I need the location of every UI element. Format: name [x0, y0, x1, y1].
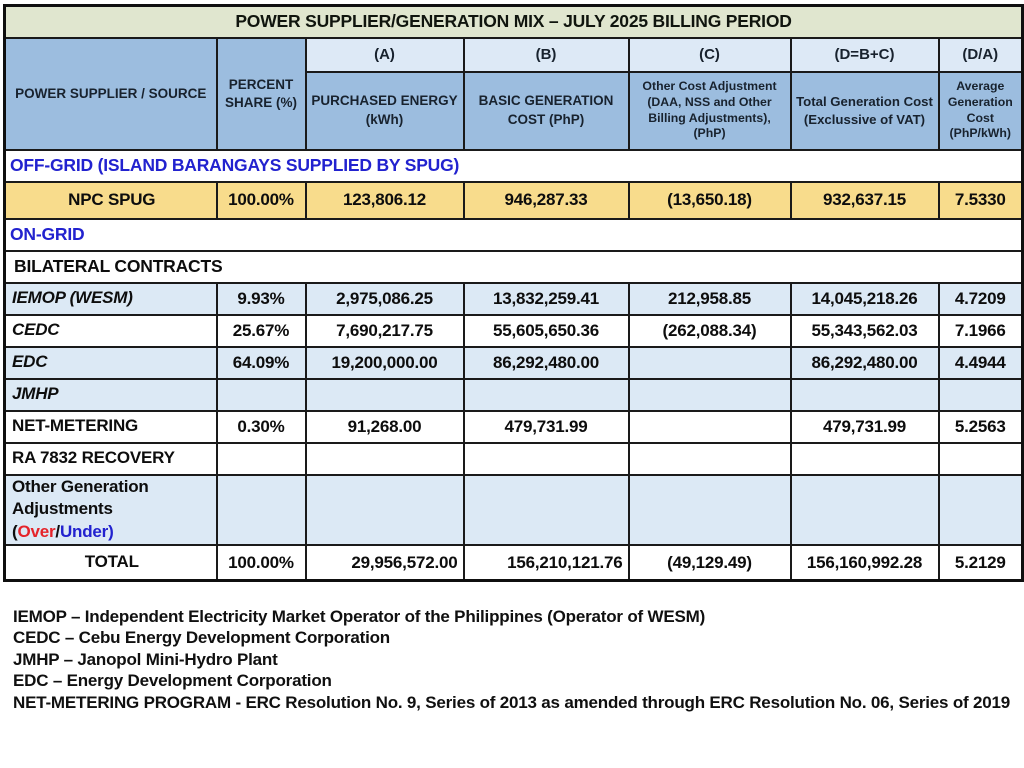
table-row: [5, 379, 1023, 411]
value-cell: [791, 475, 939, 546]
table-row: [5, 182, 1023, 219]
value-cell: 4.4944: [939, 347, 1023, 379]
col-letter-da: (D/A): [939, 38, 1023, 72]
value-cell: [629, 443, 791, 475]
col-header-total-generation: Total Generation Cost (Exclussive of VAT): [791, 72, 939, 150]
value-cell: 5.2563: [939, 411, 1023, 443]
value-cell: 29,956,572.00: [306, 545, 464, 580]
col-letter-a: (A): [306, 38, 464, 72]
footnotes: [13, 606, 1024, 714]
table-row: [5, 315, 1023, 347]
table-row: [5, 475, 1023, 546]
value-cell: 2,975,086.25: [306, 283, 464, 315]
col-letter-d: (D=B+C): [791, 38, 939, 72]
value-cell: 4.7209: [939, 283, 1023, 315]
col-letter-b: (B): [464, 38, 629, 72]
value-cell: 7.1966: [939, 315, 1023, 347]
row-label: JMHP: [5, 379, 217, 411]
value-cell: 212,958.85: [629, 283, 791, 315]
value-cell: 5.2129: [939, 545, 1023, 580]
value-cell: (262,088.34): [629, 315, 791, 347]
section-header: ON-GRID: [5, 219, 1023, 251]
table-row: [5, 251, 1023, 283]
row-label: [5, 475, 217, 546]
row-label-segment: Over: [17, 522, 56, 542]
row-label: IEMOP (WESM): [5, 283, 217, 315]
value-cell: [629, 475, 791, 546]
row-label-segment: /: [55, 522, 60, 542]
row-label-segment: (: [12, 522, 18, 542]
footnote-jmhp: JMHP – Janopol Mini-Hydro Plant: [13, 649, 278, 669]
section-header: OFF-GRID (ISLAND BARANGAYS SUPPLIED BY SPUG): [5, 150, 1023, 182]
header-letter-row: [5, 38, 1023, 72]
value-cell: [306, 379, 464, 411]
value-cell: [629, 379, 791, 411]
table-row: [5, 347, 1023, 379]
table-row: [5, 283, 1023, 315]
footnote-iemop: IEMOP – Independent Electricity Market Operator of the Philippines (Operator of WESM): [13, 606, 706, 626]
row-label: CEDC: [5, 315, 217, 347]
table-row: [5, 150, 1023, 182]
value-cell: [939, 475, 1023, 546]
table-row: [5, 219, 1023, 251]
value-cell: 55,343,562.03: [791, 315, 939, 347]
value-cell: [791, 379, 939, 411]
generation-mix-table: [3, 4, 1024, 582]
value-cell: [939, 443, 1023, 475]
value-cell: 19,200,000.00: [306, 347, 464, 379]
value-cell: 100.00%: [217, 545, 306, 580]
footnote-cedc: CEDC – Cebu Energy Development Corporation: [13, 628, 390, 648]
value-cell: [939, 379, 1023, 411]
report-title: POWER SUPPLIER/GENERATION MIX – JULY 2025 BILLING PERIOD: [5, 6, 1023, 38]
table-row: [5, 443, 1023, 475]
value-cell: [217, 443, 306, 475]
value-cell: [464, 379, 629, 411]
table-body: [5, 150, 1023, 581]
col-header-percent-share: PERCENT SHARE (%): [217, 38, 306, 150]
value-cell: 0.30%: [217, 411, 306, 443]
value-cell: 86,292,480.00: [791, 347, 939, 379]
table-row: [5, 411, 1023, 443]
footnote-net-metering: NET-METERING PROGRAM - ERC Resolution No. 9, Series of 2013 as amended through ERC Resolution No. 06, Series of 2019: [13, 692, 1010, 712]
value-cell: [629, 411, 791, 443]
row-label-segment: Other Generation Adjustments: [12, 476, 149, 519]
value-cell: 7.5330: [939, 182, 1023, 219]
col-header-source: POWER SUPPLIER / SOURCE: [5, 38, 217, 150]
value-cell: 7,690,217.75: [306, 315, 464, 347]
value-cell: [306, 443, 464, 475]
value-cell: [217, 379, 306, 411]
col-header-other-adjustment: Other Cost Adjustment (DAA, NSS and Other Billing Adjustments), (PhP): [629, 72, 791, 150]
table-header: [5, 6, 1023, 150]
value-cell: 14,045,218.26: [791, 283, 939, 315]
value-cell: 64.09%: [217, 347, 306, 379]
col-header-purchased-energy: PURCHASED ENERGY (kWh): [306, 72, 464, 150]
title-row: [5, 6, 1023, 38]
row-label: TOTAL: [5, 545, 217, 580]
value-cell: 156,160,992.28: [791, 545, 939, 580]
col-header-average-generation: Average Generation Cost (PhP/kWh): [939, 72, 1023, 150]
value-cell: 9.93%: [217, 283, 306, 315]
value-cell: [629, 347, 791, 379]
value-cell: (13,650.18): [629, 182, 791, 219]
row-label-segment: Under: [59, 522, 109, 542]
value-cell: 86,292,480.00: [464, 347, 629, 379]
value-cell: 479,731.99: [464, 411, 629, 443]
value-cell: (49,129.49): [629, 545, 791, 580]
value-cell: [464, 475, 629, 546]
value-cell: 123,806.12: [306, 182, 464, 219]
value-cell: 25.67%: [217, 315, 306, 347]
value-cell: 479,731.99: [791, 411, 939, 443]
col-letter-c: (C): [629, 38, 791, 72]
section-header: BILATERAL CONTRACTS: [5, 251, 1023, 283]
value-cell: 946,287.33: [464, 182, 629, 219]
value-cell: 91,268.00: [306, 411, 464, 443]
value-cell: 932,637.15: [791, 182, 939, 219]
footnote-edc: EDC – Energy Development Corporation: [13, 671, 332, 691]
row-label: NET-METERING: [5, 411, 217, 443]
value-cell: [791, 443, 939, 475]
row-label: RA 7832 RECOVERY: [5, 443, 217, 475]
table-row: [5, 545, 1023, 580]
row-label: NPC SPUG: [5, 182, 217, 219]
row-label: EDC: [5, 347, 217, 379]
col-header-basic-generation: BASIC GENERATION COST (PhP): [464, 72, 629, 150]
value-cell: 156,210,121.76: [464, 545, 629, 580]
value-cell: [464, 443, 629, 475]
value-cell: [306, 475, 464, 546]
row-label-segment: ): [108, 522, 114, 542]
value-cell: 100.00%: [217, 182, 306, 219]
value-cell: 13,832,259.41: [464, 283, 629, 315]
value-cell: [217, 475, 306, 546]
value-cell: 55,605,650.36: [464, 315, 629, 347]
